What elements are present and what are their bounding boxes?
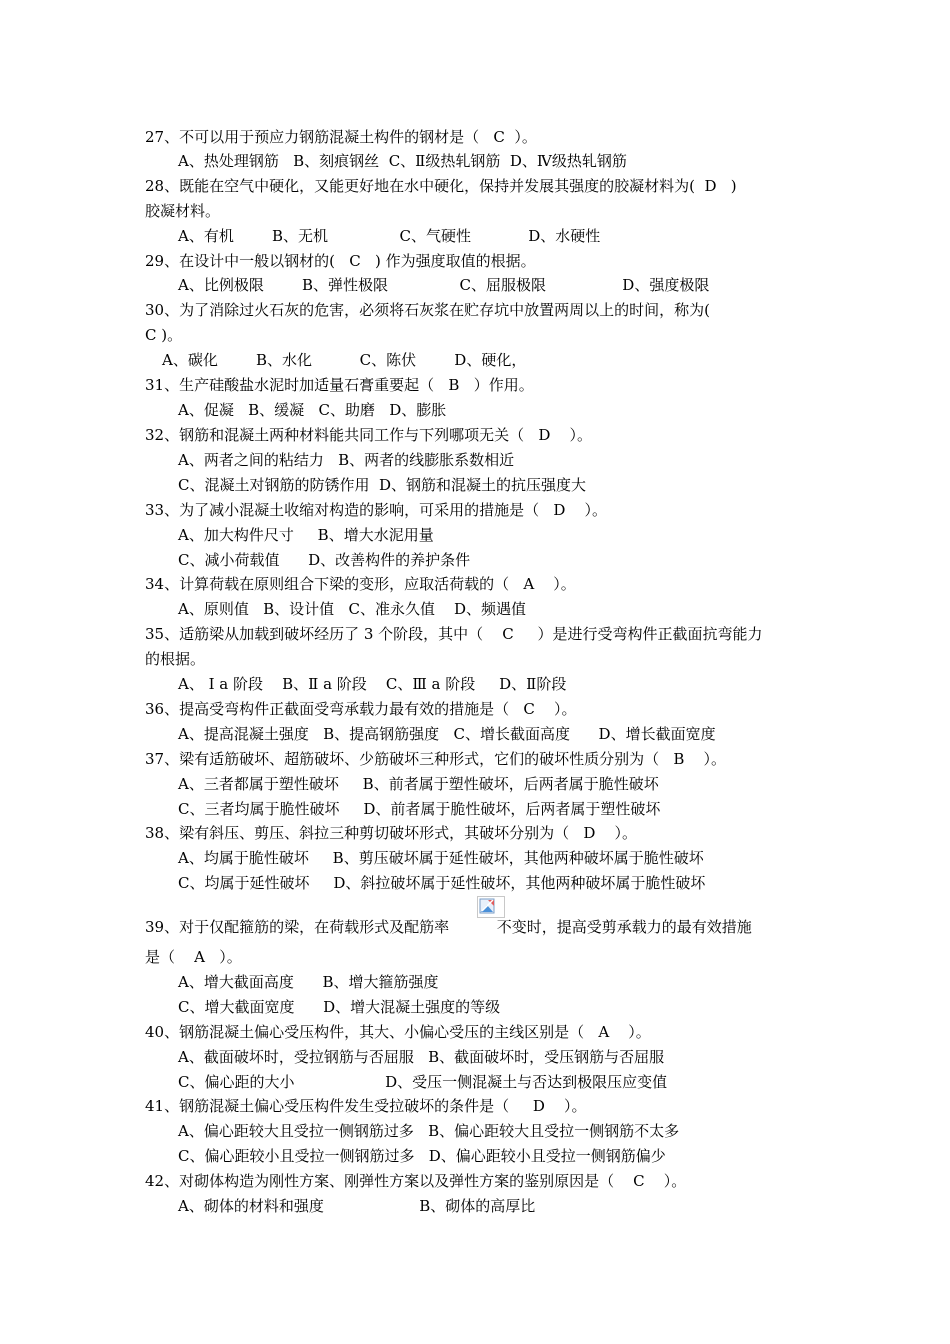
question-41: 41、钢筋混凝土偏心受压构件发生受拉破坏的条件是（ D ）。 bbox=[145, 1097, 587, 1115]
question-39: 39、对于仅配箍筋的梁，在荷载形式及配筋率 不变时，提高受剪承载力的最有效措施 bbox=[145, 918, 752, 936]
question-37-options-cd: C、三者均属于脆性破坏 D、前者属于脆性破坏，后两者属于塑性破坏 bbox=[178, 800, 661, 818]
question-39-options-cd: C、增大截面宽度 D、增大混凝土强度的等级 bbox=[178, 998, 501, 1016]
question-40: 40、钢筋混凝土偏心受压构件，其大、小偏心受压的主线区别是（ A ）。 bbox=[145, 1023, 651, 1041]
question-33: 33、为了减小混凝土收缩对构造的影响，可采用的措施是（ D ）。 bbox=[145, 501, 607, 519]
question-38: 38、梁有斜压、剪压、斜拉三种剪切破坏形式，其破坏分别为（ D ）。 bbox=[145, 824, 637, 842]
question-39-cont: 是（ A ）。 bbox=[145, 948, 242, 966]
question-34: 34、计算荷载在原则组合下梁的变形，应取活荷载的（ A ）。 bbox=[145, 575, 576, 593]
broken-image-icon bbox=[477, 896, 505, 918]
question-30: 30、为了消除过火石灰的危害，必须将石灰浆在贮存坑中放置两周以上的时间，称为( bbox=[145, 301, 710, 319]
question-40-options-cd: C、偏心距的大小 D、受压一侧混凝土与否达到极限压应变值 bbox=[178, 1073, 668, 1091]
question-34-options: A、原则值 B、设计值 C、准永久值 D、频遇值 bbox=[178, 600, 527, 618]
question-29-options: A、比例极限 B、弹性极限 C、屈服极限 D、强度极限 bbox=[178, 276, 710, 294]
question-41-options-ab: A、偏心距较大且受拉一侧钢筋过多 B、偏心距较大且受拉一侧钢筋不太多 bbox=[178, 1122, 680, 1140]
question-36: 36、提高受弯构件正截面受弯承载力最有效的措施是（ C ）。 bbox=[145, 700, 577, 718]
question-32-options-ab: A、两者之间的粘结力 B、两者的线膨胀系数相近 bbox=[178, 451, 515, 469]
question-31: 31、生产硅酸盐水泥时加适量石膏重要起（ B ）作用。 bbox=[145, 376, 534, 394]
question-37-options-ab: A、三者都属于塑性破坏 B、前者属于塑性破坏，后两者属于脆性破坏 bbox=[178, 775, 659, 793]
question-28-cont: 胶凝材料。 bbox=[145, 202, 221, 220]
question-30-cont: C )。 bbox=[145, 326, 183, 344]
question-33-options-cd: C、减小荷载值 D、改善构件的养护条件 bbox=[178, 551, 471, 569]
question-39-options-ab: A、增大截面高度 B、增大箍筋强度 bbox=[178, 973, 439, 991]
question-28-options: A、有机 B、无机 C、气硬性 D、水硬性 bbox=[178, 227, 601, 245]
question-42: 42、对砌体构造为刚性方案、刚弹性方案以及弹性方案的鉴别原因是（ C ）。 bbox=[145, 1172, 687, 1190]
question-37: 37、梁有适筋破坏、超筋破坏、少筋破坏三种形式，它们的破坏性质分别为（ B ）。 bbox=[145, 750, 726, 768]
question-27-options: A、热处理钢筋 B、刻痕钢丝 C、Ⅱ级热轧钢筋 D、Ⅳ级热轧钢筋 bbox=[178, 152, 627, 170]
question-36-options: A、提高混凝土强度 B、提高钢筋强度 C、增长截面高度 D、增长截面宽度 bbox=[178, 725, 716, 743]
question-41-options-cd: C、偏心距较小且受拉一侧钢筋过多 D、偏心距较小且受拉一侧钢筋偏少 bbox=[178, 1147, 666, 1165]
question-30-options: A、碳化 B、水化 C、陈伏 D、硬化， bbox=[162, 351, 527, 369]
question-38-options-cd: C、均属于延性破坏 D、斜拉破坏属于延性破坏，其他两种破坏属于脆性破坏 bbox=[178, 874, 706, 892]
question-35-options: A、 Ⅰ a 阶段 B、Ⅱ a 阶段 C、Ⅲ a 阶段 D、Ⅱ阶段 bbox=[178, 675, 567, 693]
question-32-options-cd: C、混凝土对钢筋的防锈作用 D、钢筋和混凝土的抗压强度大 bbox=[178, 476, 587, 494]
question-33-options-ab: A、加大构件尺寸 B、增大水泥用量 bbox=[178, 526, 434, 544]
question-28: 28、既能在空气中硬化，又能更好地在水中硬化，保持并发展其强度的胶凝材料为( D ) bbox=[145, 177, 737, 195]
question-31-options: A、促凝 B、缓凝 C、助磨 D、膨胀 bbox=[178, 401, 447, 419]
question-35-cont: 的根据。 bbox=[145, 650, 206, 668]
question-27: 27、不可以用于预应力钢筋混凝土构件的钢材是（ C ）。 bbox=[145, 128, 537, 146]
question-42-options-ab: A、砌体的材料和强度 B、砌体的高厚比 bbox=[178, 1197, 536, 1215]
question-40-options-ab: A、截面破坏时，受拉钢筋与否屈服 B、截面破坏时，受压钢筋与否屈服 bbox=[178, 1048, 665, 1066]
question-38-options-ab: A、均属于脆性破坏 B、剪压破坏属于延性破坏，其他两种破坏属于脆性破坏 bbox=[178, 849, 704, 867]
question-32: 32、钢筋和混凝土两种材料能共同工作与下列哪项无关（ D ）。 bbox=[145, 426, 592, 444]
question-35: 35、适筋梁从加载到破坏经历了 3 个阶段，其中（ C ）是进行受弯构件正截面抗弯能力 bbox=[145, 625, 763, 643]
question-29: 29、在设计中一般以钢材的( C ) 作为强度取值的根据。 bbox=[145, 252, 536, 270]
